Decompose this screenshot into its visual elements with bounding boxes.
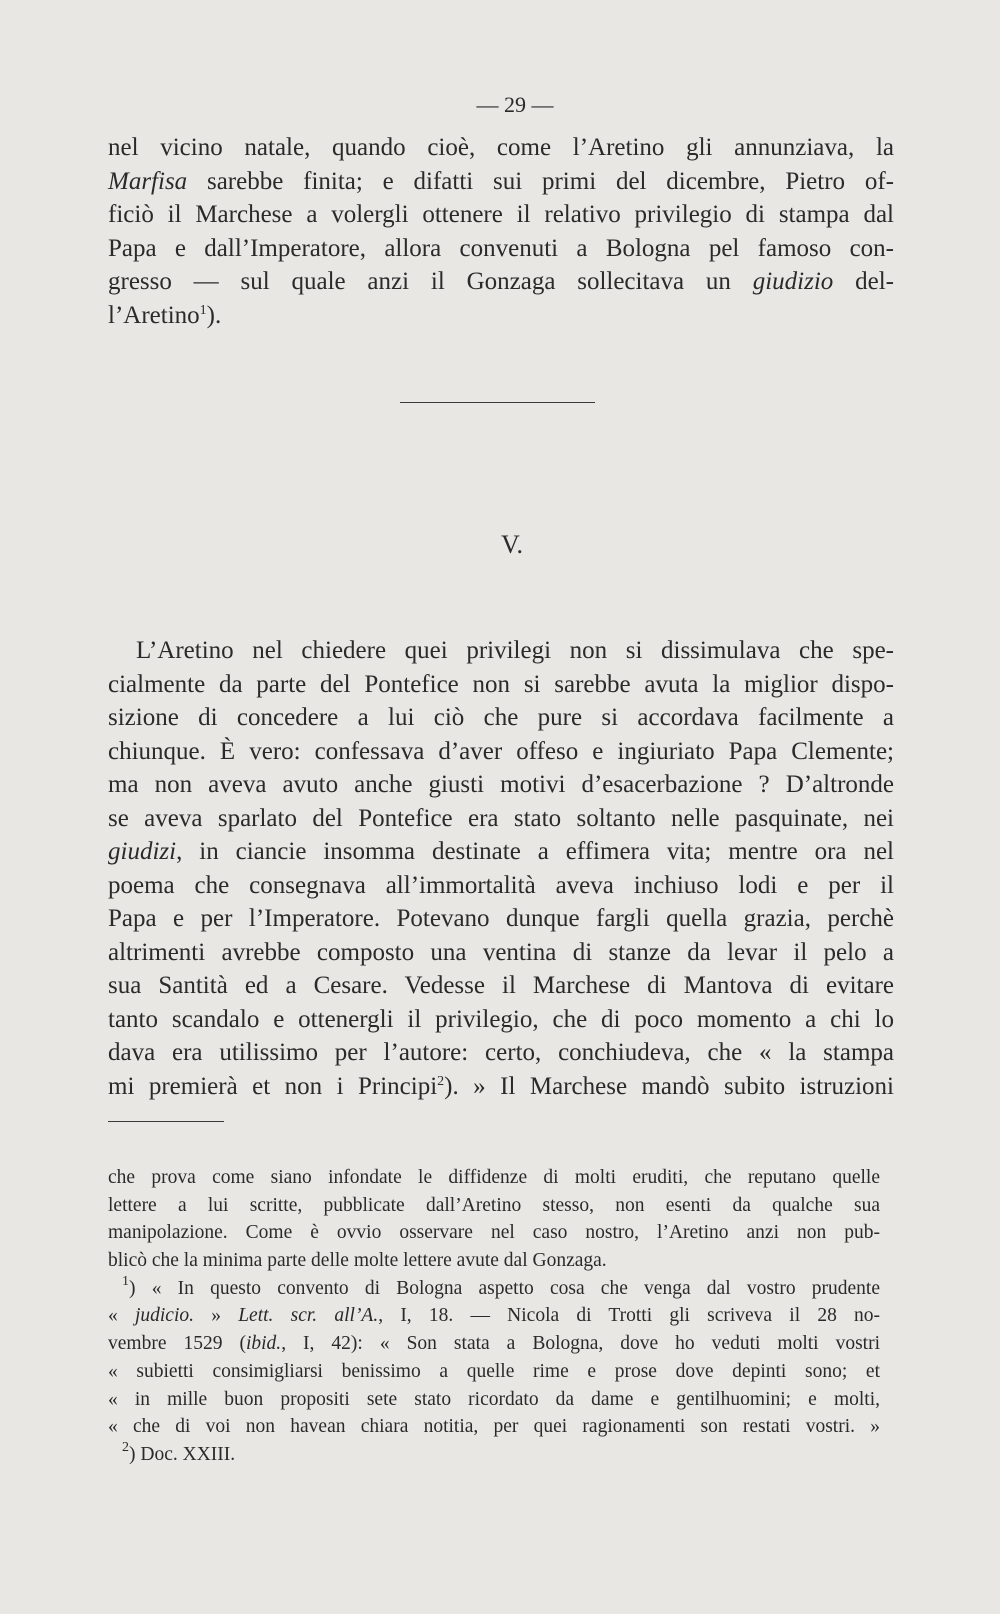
footnote-line: che prova come siano infondate le diffidenze di molti eruditi, che reputano quelle	[108, 1167, 880, 1188]
footnote-line: manipolazione. Come è ovvio osservare nel caso nostro, l’Aretino anzi non pub-	[108, 1222, 880, 1244]
section-divider	[400, 402, 595, 403]
text-line: L’Aretino nel chiedere quei privilegi non si dissimulava che spe-	[136, 637, 894, 664]
footnote-line: « che di voi non havean chiara notitia, per quei ragionamenti son restati vostri. »	[108, 1416, 880, 1438]
paragraph-2	[108, 634, 894, 1103]
text-line: ficiò il Marchese a volergli ottenere il relativo privilegio di stampa dal	[108, 201, 894, 228]
text-line: altrimenti avrebbe composto una ventina di stanze da levar il pelo a	[108, 938, 894, 966]
footnote-line: « judicio. » Lett. scr. all’A., I, 18. — Nicola di Trotti gli scriveva il 28 no-	[108, 1305, 881, 1327]
text-line: Papa e dall’Imperatore, allora convenuti a Bologna pel famoso con-	[108, 234, 894, 262]
text-line: se aveva sparlato del Pontefice era stato soltanto nelle pasquinate, nei	[108, 804, 894, 832]
footnote-line: $^1$) « In questo convento di Bologna aspetto cosa che venga dal vostro prudente	[122, 1273, 880, 1299]
text-line: dava era utilissimo per l’autore: certo, conchiudeva, che « la stampa	[108, 1039, 894, 1066]
footnote-line: blicò che la minima parte delle molte lettere avute dal Gonzaga.	[108, 1250, 607, 1272]
footnote-line: vembre 1529 (ibid., I, 42): « Son stata a Bologna, dove ho veduti molti vostri	[108, 1333, 881, 1355]
text-line: chiunque. È vero: confessava d’aver offeso e ingiuriato Papa Clemente;	[108, 737, 894, 765]
text-line: mi premierà et non i Principi$^2$). » Il Marchese mandò subito istruzioni	[108, 1072, 894, 1100]
paragraph-1	[108, 131, 894, 332]
footnote-line: « in mille buon propositi sete stato ricordato da dame e gentilhuomini; e molti,	[108, 1388, 880, 1410]
footnotes	[108, 1164, 880, 1469]
text-line: cialmente da parte del Pontefice non si sarebbe avuta la miglior dispo-	[108, 670, 894, 698]
text-line: Papa e per l’Imperatore. Potevano dunque fargli quella grazia, perchè	[108, 905, 894, 932]
text-line: sua Santità ed a Cesare. Vedesse il Marchese di Mantova di evitare	[108, 972, 894, 999]
page-number: — 29 —	[476, 92, 554, 117]
text-line: ma non aveva avuto anche giusti motivi d’esacerbazione ? D’altronde	[108, 771, 894, 798]
section-heading: V.	[501, 530, 523, 559]
footnote-line: $^2$) Doc. XXIII.	[122, 1439, 236, 1465]
text-line: tanto scandalo e ottenergli il privilegio, che di poco momento a chi lo	[108, 1005, 894, 1033]
footnote-line: lettere a lui scritte, pubblicate dall’Aretino stesso, non esenti da qualche sua	[108, 1194, 880, 1216]
text-line: sizione di concedere a lui ciò che pure si accordava facilmente a	[108, 704, 894, 731]
text-line: nel vicino natale, quando cioè, come l’Aretino gli annunziava, la	[108, 134, 894, 161]
footnote-line: « subietti consimigliarsi benissimo a quelle rime e prose dove depinti sono; et	[108, 1360, 880, 1382]
text-line: giudizi, in ciancie insomma destinate a effimera vita; mentre ora nel	[108, 838, 894, 865]
text-line: l’Aretino$^1$).	[108, 301, 222, 329]
text-line: Marfisa sarebbe finita; e difatti sui primi del dicembre, Pietro of-	[108, 167, 894, 195]
text-line: gresso — sul quale anzi il Gonzaga sollecitava un giudizio del-	[108, 268, 894, 295]
text-line: poema che consegnava all’immortalità aveva inchiuso lodi e per il	[108, 871, 894, 899]
footnote-divider	[108, 1121, 224, 1122]
